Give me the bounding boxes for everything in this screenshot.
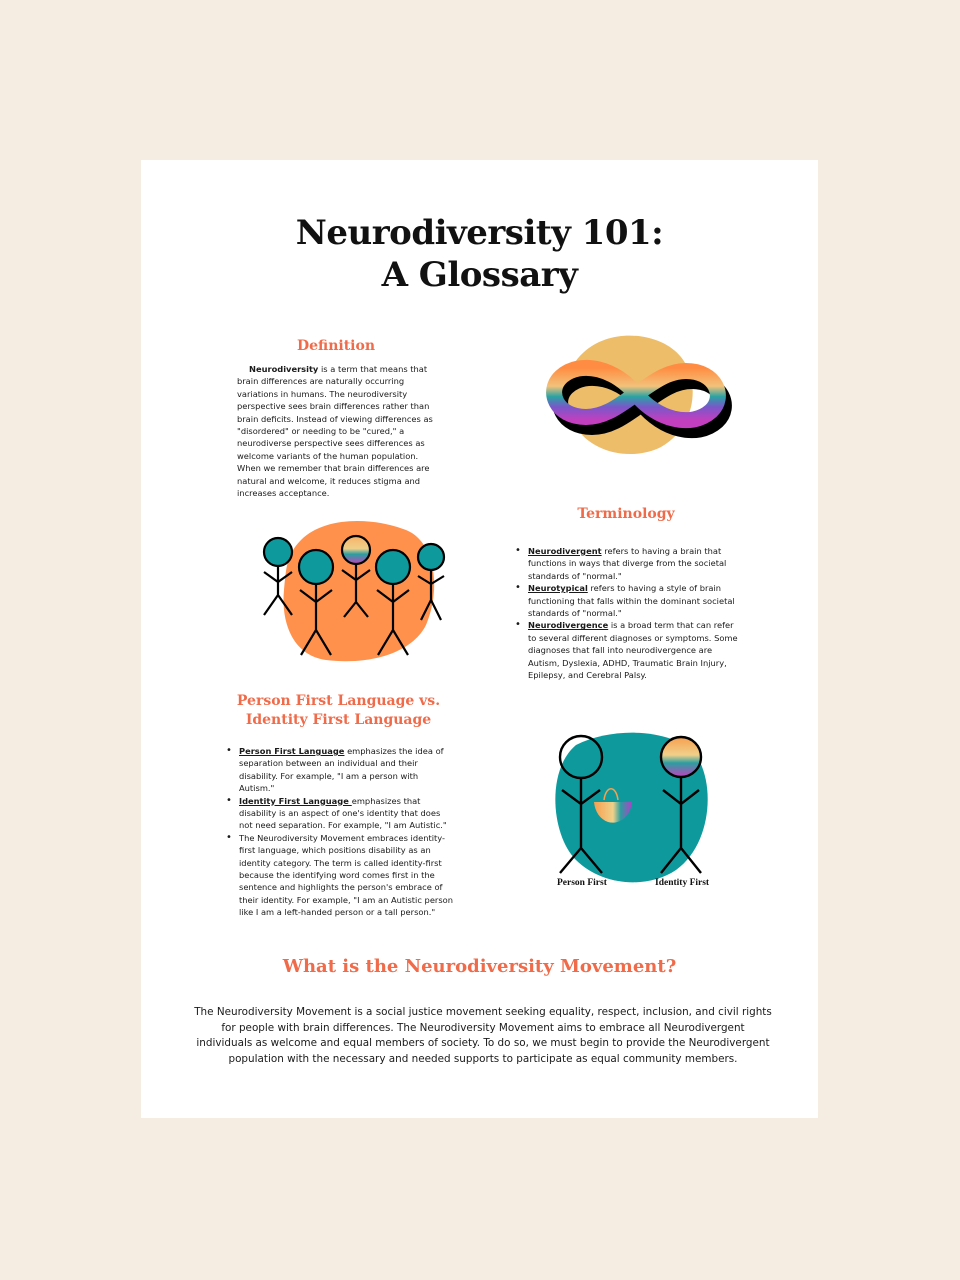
list-item: • Person First Language emphasizes the idea of separation between an individual and their disability. For example, "I am a person with Autism." <box>221 745 453 795</box>
terminology-heading: Terminology <box>577 506 675 522</box>
list-item: • Neurodivergence is a broad term that can refer to several different diagnoses or symptoms. Some diagnoses that fall into neurodivergence are Autism, Dyslexia, ADHD, Traumatic Brain Injury, Epilepsy, and Cerebral Palsy. <box>510 619 742 681</box>
movement-heading: What is the Neurodiversity Movement? <box>282 956 677 977</box>
list-item: • Neurodivergent refers to having a brain that functions in ways that diverge from the societal standards of "normal." <box>510 545 742 582</box>
definition-heading: Definition <box>296 338 376 354</box>
glossary-page <box>141 160 818 1118</box>
rainbow-infinity-icon <box>536 332 726 457</box>
stick-figure-group <box>256 520 456 665</box>
movement-text: The Neurodiversity Movement is a social justice movement seeking equality, respect, inclusion, and civil rights for people with brain differences. The Neurodiversity Movement aims to embrace all Neurodivergent individuals as welcome and equal members of society. To do so, we must begin to provide the Neurodivergent population with the necessary and needed supports to participate as equal community members. <box>194 1006 772 1065</box>
language-heading: Person First Language vs. Identity First Language <box>236 693 441 728</box>
language-list <box>221 745 453 919</box>
definition-text: Neurodiversity is a term that means that brain differences are naturally occurring variations in humans. The neurodiversity perspective sees brain differences rather than brain deficits. Instead of viewing differences as "disordered" or needing to be "cured," a neurodiverse perspective sees differences as welcome variants of the human population. When we remember that brain differences are natural and welcome, it reduces stigma and increases acceptance. <box>237 364 433 499</box>
identity-first-caption: Identity First <box>655 878 710 888</box>
person-vs-identity-illustration <box>546 730 721 890</box>
list-item: • Neurotypical refers to having a style of brain functioning that falls within the dominant societal standards of "normal." <box>510 582 742 619</box>
list-item: • The Neurodiversity Movement embraces identity-first language, which positions disability as an identity category. The term is called identity-first because the identifying word comes first in the sentence and highlights the person's embrace of their identity. For example, "I am an Autistic person like I am a left-handed person or a tall person." <box>221 832 453 919</box>
person-first-caption: Person First <box>557 878 607 888</box>
page-title: Neurodiversity 101: A Glossary <box>295 213 664 295</box>
terminology-list <box>510 545 742 681</box>
list-item: • Identity First Language emphasizes that disability is an aspect of one's identity that does not need separation. For example, "I am Autistic." <box>221 795 453 832</box>
